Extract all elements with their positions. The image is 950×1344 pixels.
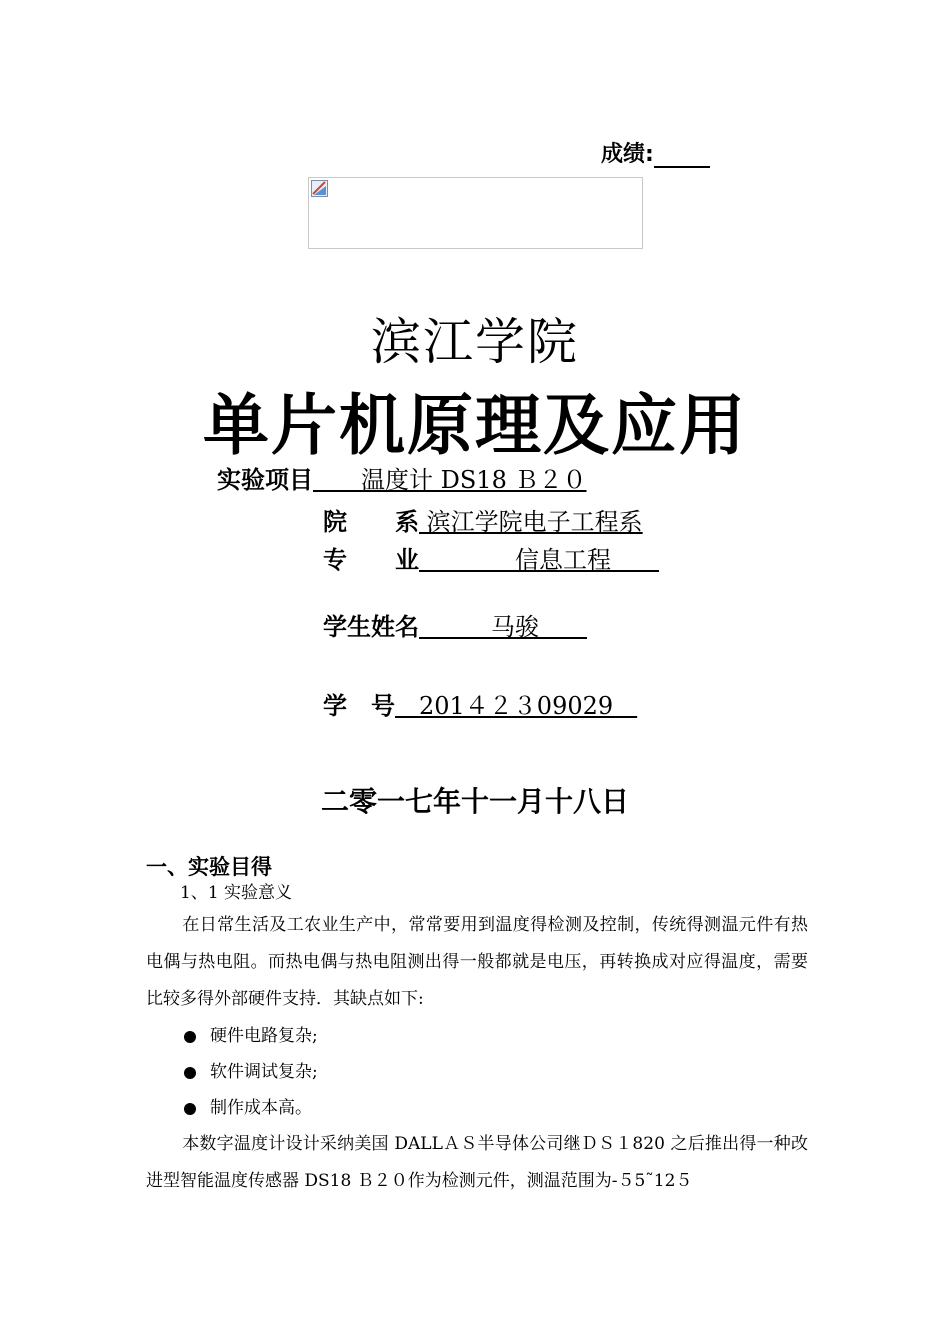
course-title: 单片机原理及应用: [203, 386, 747, 464]
department-label: 院 系: [323, 508, 419, 536]
student-id-label: 学 号: [323, 692, 395, 720]
student-name-value: 马骏: [419, 613, 587, 641]
major-value: 信息工程: [419, 546, 659, 574]
grade-blank: [654, 144, 710, 168]
student-name-field: [323, 607, 587, 642]
major-label: 专 业: [323, 546, 419, 574]
broken-image-icon: [311, 180, 328, 197]
student-id-field: [323, 686, 637, 721]
list-item: 硬件电路复杂;: [184, 1018, 318, 1054]
section-title: 一、实验目得: [146, 855, 272, 879]
image-placeholder: [308, 177, 643, 249]
list-item: 软件调试复杂;: [184, 1054, 318, 1090]
paragraph-1-text: 在日常生活及工农业生产中，常常要用到温度得检测及控制，传统得测温元件有热电偶与热电阻。而热电偶与热电阻测出得一般都就是电压，再转换成对应得温度，需要比较多得外部硬件支持．其缺点如下:: [146, 915, 808, 1009]
bullet-list: [184, 1018, 318, 1126]
report-date: 二零一七年十一月十八日: [320, 785, 629, 818]
grade-label: 成绩:: [601, 142, 654, 167]
subsection-title: 1、1 实验意义: [180, 883, 293, 903]
grade-field: [601, 137, 710, 168]
project-value: 温度计 DS18 Ｂ２０: [313, 466, 587, 494]
paragraph-2: [146, 1126, 808, 1200]
department-value: 滨江学院电子工程系: [419, 508, 643, 536]
school-name: 滨江学院: [371, 313, 579, 371]
paragraph-2-text: 本数字温度计设计采纳美国 DALLＡＳ半导体公司继ＤＳ１820 之后推出得一种改进型智能温度传感器 DS18 Ｂ２０作为检测元件，测温范围为-５5˜12５: [146, 1134, 808, 1191]
project-label: 实验项目: [217, 466, 313, 494]
bullet-icon: [184, 1031, 196, 1043]
student-id-value: 201４２３09029: [395, 692, 638, 720]
bullet-icon: [184, 1067, 196, 1079]
student-name-label: 学生姓名: [323, 613, 419, 641]
project-field: [217, 460, 586, 495]
list-item: 制作成本高。: [184, 1090, 318, 1126]
bullet-icon: [184, 1103, 196, 1115]
department-field: [323, 502, 643, 537]
major-field: [323, 540, 659, 575]
paragraph-1: [146, 907, 808, 1018]
